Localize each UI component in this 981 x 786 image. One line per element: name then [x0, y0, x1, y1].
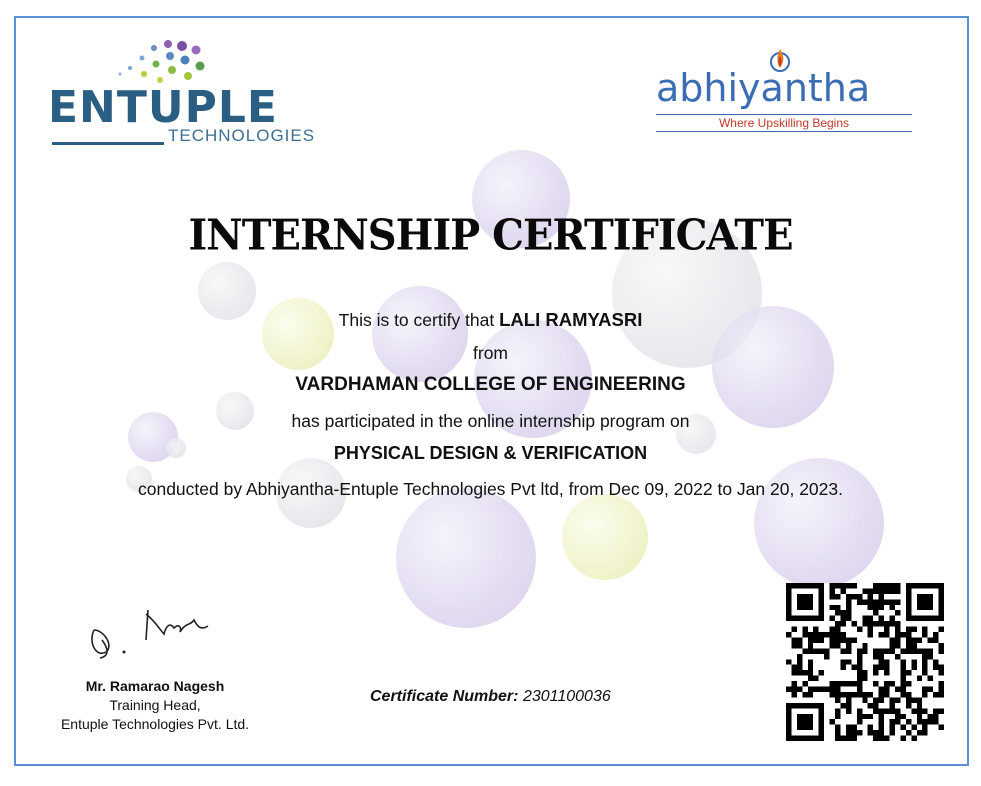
abhiyantha-wordmark: abhiyantha: [656, 66, 871, 110]
certificate-title: INTERNSHIP CERTIFICATE: [188, 210, 793, 261]
qr-code-icon[interactable]: [786, 583, 944, 741]
college-name: VARDHAMAN COLLEGE OF ENGINEERING: [295, 374, 686, 395]
entuple-underline: [52, 142, 164, 145]
decor-bubble: [372, 286, 468, 382]
recipient-name: LALI RAMYASRI: [499, 309, 643, 330]
program-name: PHYSICAL DESIGN & VERIFICATION: [333, 443, 648, 463]
participation-text: has participated in the online internship program on: [291, 411, 690, 431]
entuple-dots-icon: [90, 38, 230, 88]
tagline-rule-top: [656, 114, 912, 115]
certify-line: [0, 309, 981, 331]
certificate-number-label: Certificate Number:: [370, 688, 519, 705]
abhiyantha-tagline: Where Upskilling Begins: [718, 116, 850, 130]
signatory-org: Entuple Technologies Pvt. Ltd.: [60, 716, 250, 732]
decor-bubble: [396, 488, 536, 628]
certify-prefix: This is to certify that: [338, 310, 495, 330]
entuple-subtitle: TECHNOLOGIES: [168, 126, 316, 145]
from-text: from: [473, 343, 508, 363]
certificate-number: [370, 688, 611, 706]
conducted-text: conducted by Abhiyantha-Entuple Technologies Pvt ltd, from Dec 09, 2022 to Jan 20, 2023.: [137, 479, 843, 499]
tagline-rule-bottom: [656, 131, 912, 132]
signature-image: [86, 600, 226, 670]
signatory-name: Mr. Ramarao Nagesh: [85, 678, 225, 694]
decor-bubble: [754, 458, 884, 588]
entuple-logo: [48, 38, 338, 148]
decor-bubble: [562, 494, 648, 580]
abhiyantha-logo: [652, 46, 922, 136]
certificate-number-value: 2301100036: [522, 688, 611, 705]
signatory-role: Training Head,: [109, 697, 201, 713]
entuple-wordmark: ENTUPLE: [48, 82, 278, 133]
